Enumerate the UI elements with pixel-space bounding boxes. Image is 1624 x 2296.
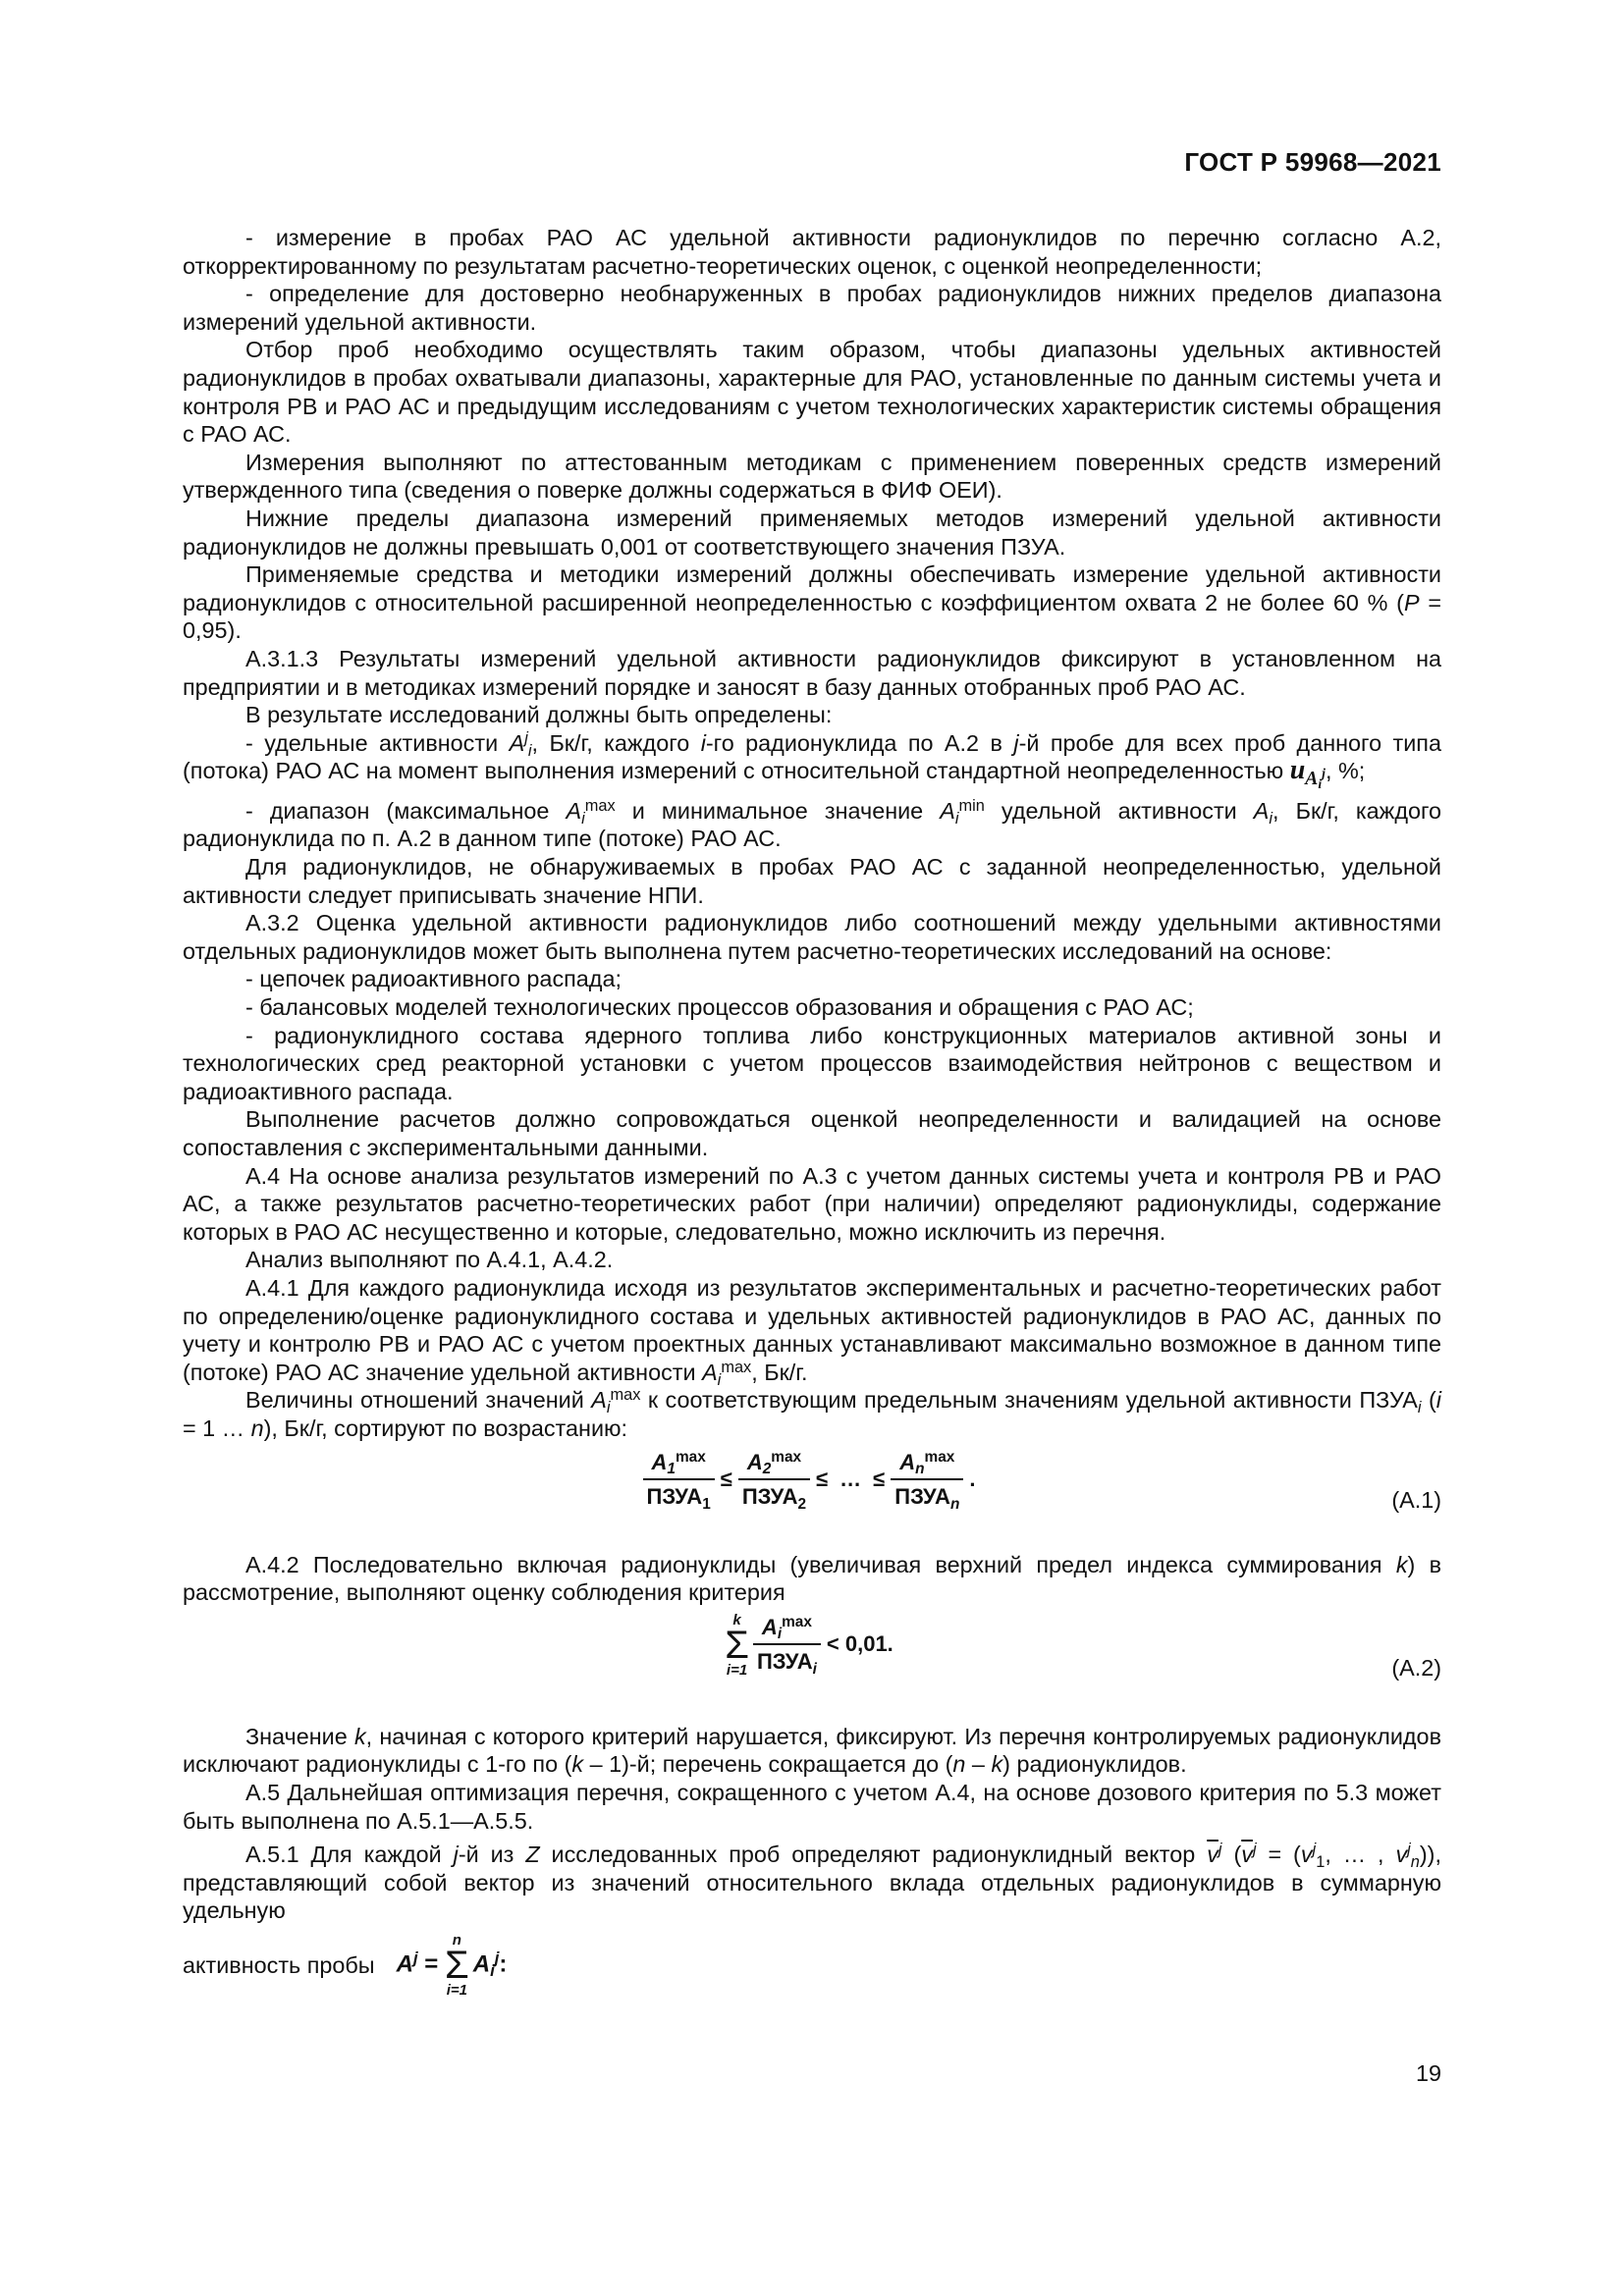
paragraph: Отбор проб необходимо осуществлять таким образом, чтобы диапазоны удельных активностей радионуклидов в пробах охватывали диапазоны, характерные для РАО, установленные по данным системы учета и контроля РВ и РАО АС и предыдущим исследованиям с учетом технологических характеристик системы обращения с РАО АС. [183,337,1441,448]
page-body [183,224,1441,1998]
paragraph: А.4 На основе анализа результатов измерений по А.3 с учетом данных системы учета и контроля РВ и РАО АС, а также результатов расчетно-теоретических работ (при наличии) определяют радионуклиды, содержание которых в РАО АС несущественно и которые, следовательно, можно исключить из перечня. [183,1162,1441,1245]
paragraph: Величины отношений значений $A_i^{max}$ к соответствующим предельным значениям удельной активности $ПЗУА_i$ (i = 1 … n), Бк/г, сортируют по возрастанию: [183,1386,1441,1441]
formula-number: (А.2) [1391,1654,1441,1681]
paragraph: А.3.2 Оценка удельной активности радионуклидов либо соотношений между удельными активностями отдельных радионуклидов может быть выполнена путем расчетно-теоретических исследований на основе: [183,910,1441,964]
paragraph: В результате исследований должны быть определены: [245,702,833,728]
paragraph: Применяемые средства и методики измерений должны обеспечивать измерение удельной активности радионуклидов с относительной расширенной неопределенностью с коэффициентом охвата 2 не более 60 % (P = 0,95). [183,561,1441,644]
paragraph: Для радионуклидов, не обнаруживаемых в пробах РАО АС с заданной неопределенностью, удельной активности следует приписывать значение НПИ. [183,854,1441,908]
paragraph: - определение для достоверно необнаруженных в пробах радионуклидов нижних пределов диапазона измерений удельной активности. [183,281,1441,335]
formula-a2: k Σ i=1 $\frac{A_i^{max}}{ПЗУА_i}$ < 0,01. (А.2) [725,1611,1441,1681]
paragraph: - балансовых моделей технологических процессов образования и обращения с РАО АС; [245,994,1194,1021]
paragraph: - удельные активности $A^j_i$, Бк/г, каждого i-го радионуклида по А.2 в j-й пробе для всех проб данного типа (потока) РАО АС на момент выполнения измерений с относительной стандартной неопределенностью $u_{A_i^j}$, %; [183,728,1441,792]
paragraph: - диапазон (максимальное $A_i^{max}$ и минимальное значение $A_i^{min}$ удельной активности $A_i$, Бк/г, каждого радионуклида по п. А.2 в данном типе (потоке) РАО АС. [183,796,1442,852]
paragraph: - радионуклидного состава ядерного топлива либо конструкционных материалов активной зоны и технологических сред реакторной установки с учетом процессов взаимодействия нейтронов с веществом и радиоактивного распада. [183,1022,1441,1104]
page-number: 19 [1415,2060,1441,2086]
fraction: $\frac{A_n^{max}}{ПЗУА_n}$ [891,1449,963,1512]
paragraph: Выполнение расчетов должно сопровождаться оценкой неопределенности и валидацией на основе сопоставления с экспериментальными данными. [183,1106,1441,1160]
formula-a1: $\frac{A_1^{max}}{ПЗУА_1}$ ≤ $\frac{A_2^{max}}{ПЗУА_2}$ ≤ … ≤ $\frac{A_n^{max}}{ПЗУА_n}$ . (А.1) [183,1449,1441,1539]
paragraph: Анализ выполняют по А.4.1, А.4.2. [245,1247,614,1273]
fraction: $\frac{A_1^{max}}{ПЗУА_1}$ [643,1449,715,1512]
uncertainty-symbol: $u_{A_i^j}$ [1289,755,1326,792]
paragraph: А.5 Дальнейшая оптимизация перечня, сокращенного с учетом А.4, на основе дозового критерия по 5.3 может быть выполнена по А.5.1—А.5.5. [183,1779,1441,1834]
paragraph: Значение k, начиная с которого критерий нарушается, фиксируют. Из перечня контролируемых радионуклидов исключают радионуклиды с 1-го по (k – 1)-й; перечень сокращается до (n – k) радионуклидов. [183,1723,1441,1778]
paragraph: Измерения выполняют по аттестованным методикам с применением поверенных средств измерений утвержденного типа (сведения о поверке должны содержаться в ФИФ ОЕИ). [183,449,1441,504]
formula-number: (А.1) [1391,1486,1441,1513]
paragraph: Нижние пределы диапазона измерений применяемых методов измерений удельной активности радионуклидов не должны превышать 0,001 от соответствующего значения ПЗУА. [183,505,1441,560]
sum-symbol: n Σ i=1 [445,1931,469,1999]
paragraph: А.4.2 Последовательно включая радионуклиды (увеличивая верхний предел индекса суммирования k) в рассмотрение, выполняют оценку соблюдения критерия [183,1551,1441,1606]
paragraph: - цепочек радиоактивного распада; [245,966,622,992]
paragraph: А.4.1 Для каждого радионуклида исходя из результатов экспериментальных и расчетно-теоретических работ по определению/оценке радионуклидного состава и удельных активностей радионуклидов в РАО АС, данных по учету и контролю РВ и РАО АС с учетом проектных данных устанавливают максимально возможное в данном типе (потоке) РАО АС значение удельной активности $A_i^{max}$, Бк/г. [183,1274,1441,1389]
inline-sum-line [183,1933,1441,1998]
fraction: $\frac{A_i^{max}}{ПЗУА_i}$ [753,1614,821,1677]
sum-symbol: k Σ i=1 [725,1611,749,1679]
paragraph: активность пробы [183,1951,375,1978]
fraction: $\frac{A_2^{max}}{ПЗУА_2}$ [738,1449,810,1512]
paragraph: А.5.1 Для каждой j-й из Z исследованных проб определяют радионуклидный вектор $\overline{v}^j$ ($\overline{v}^j = (v^j_1$, … , $v^j_n$)), представляющий собой вектор из значений относительного вклада отдельных радионуклидов в суммарную удельную [183,1840,1441,1924]
document-code: ГОСТ Р 59968—2021 [1184,147,1441,177]
paragraph: А.3.1.3 Результаты измерений удельной активности радионуклидов фиксируют в установленном на предприятии и в методиках измерений порядке и заносят в базу данных отобранных проб РАО АС. [183,645,1441,700]
paragraph: - измерение в пробах РАО АС удельной активности радионуклидов по перечню согласно А.2, откорректированному по результатам расчетно-теоретических оценок, с оценкой неопределенности; [183,225,1441,279]
inline-sum-formula: $A^j$ = n Σ i=1 $A_i^j$: [396,1931,508,1999]
